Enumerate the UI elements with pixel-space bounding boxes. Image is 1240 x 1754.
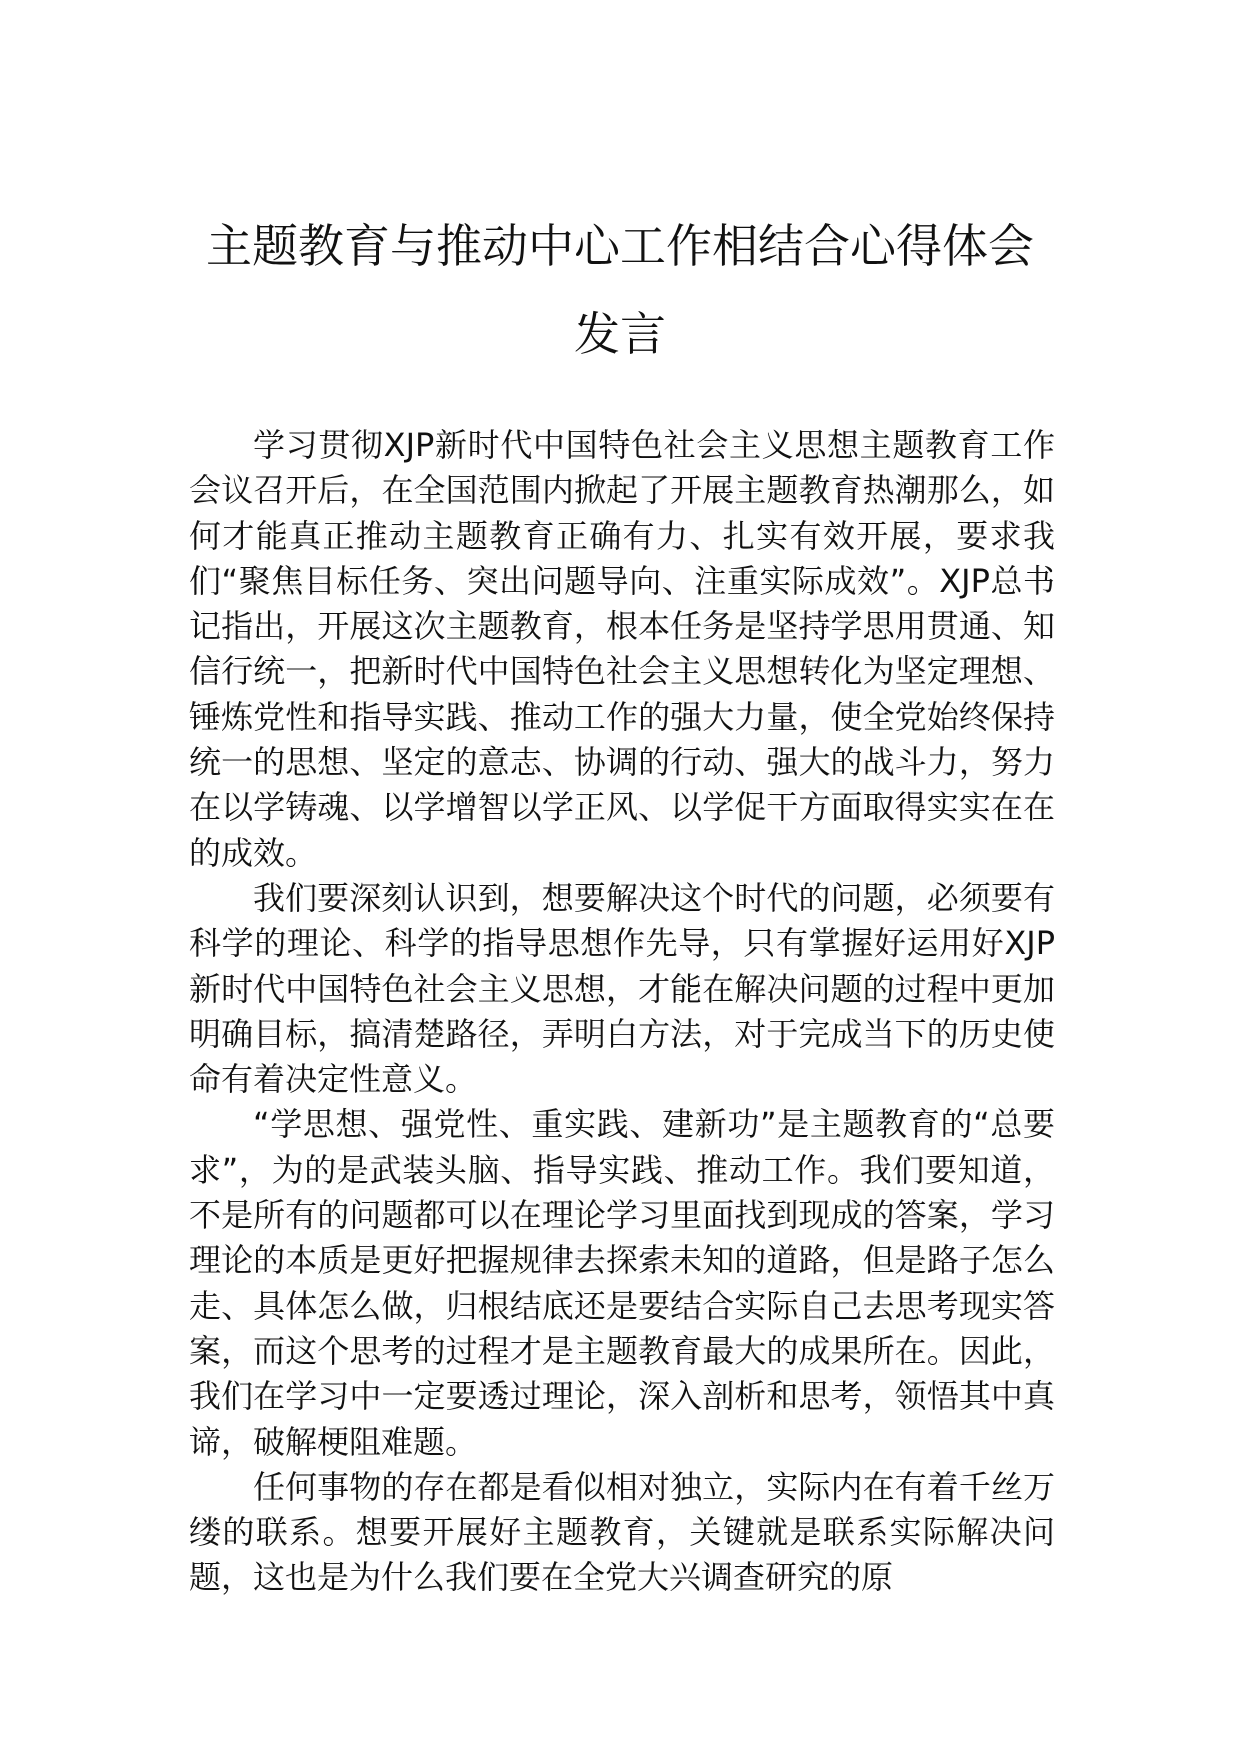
paragraph-4: 任何事物的存在都是看似相对独立，实际内在有着千丝万缕的联系。想要开展好主题教育，关键就是联系实际解决问题，这也是为什么我们要在全党大兴调查研究的原	[189, 1467, 1055, 1597]
paragraph-2: 我们要深刻认识到，想要解决这个时代的问题，必须要有科学的理论、科学的指导思想作先导，只有掌握好运用好XJP新时代中国特色社会主义思想，才能在解决问题的过程中更加明确目标，搞清楚路径，弄明白方法，对于完成当下的历史使命有着决定性意义。	[189, 878, 1055, 1099]
paragraph-3: “学思想、强党性、重实践、建新功”是主题教育的“总要求”，为的是武装头脑、指导实践、推动工作。我们要知道，不是所有的问题都可以在理论学习里面找到现成的答案，学习理论的本质是更好把握规律去探索未知的道路，但是路子怎么走、具体怎么做，归根结底还是要结合实际自己去思考现实答案，而这个思考的过程才是主题教育最大的成果所在。因此，我们在学习中一定要透过理论，深入剖析和思考，领悟其中真谛，破解梗阻难题。	[189, 1105, 1055, 1461]
document-body	[189, 423, 1055, 1601]
document-title-line-2: 发言	[574, 307, 666, 361]
document-title-line-1: 主题教育与推动中心工作相结合心得体会	[206, 219, 1034, 273]
paragraph-1: 学习贯彻XJP新时代中国特色社会主义思想主题教育工作会议召开后，在全国范围内掀起了开展主题教育热潮那么，如何才能真正推动主题教育正确有力、扎实有效开展，要求我们“聚焦目标任务、突出问题导向、注重实际成效”。XJP总书记指出，开展这次主题教育，根本任务是坚持学思用贯通、知信行统一，把新时代中国特色社会主义思想转化为坚定理想、锤炼党性和指导实践、推动工作的强大力量，使全党始终保持统一的思想、坚定的意志、协调的行动、强大的战斗力，努力在以学铸魂、以学增智以学正风、以学促干方面取得实实在在的成效。	[189, 426, 1055, 872]
